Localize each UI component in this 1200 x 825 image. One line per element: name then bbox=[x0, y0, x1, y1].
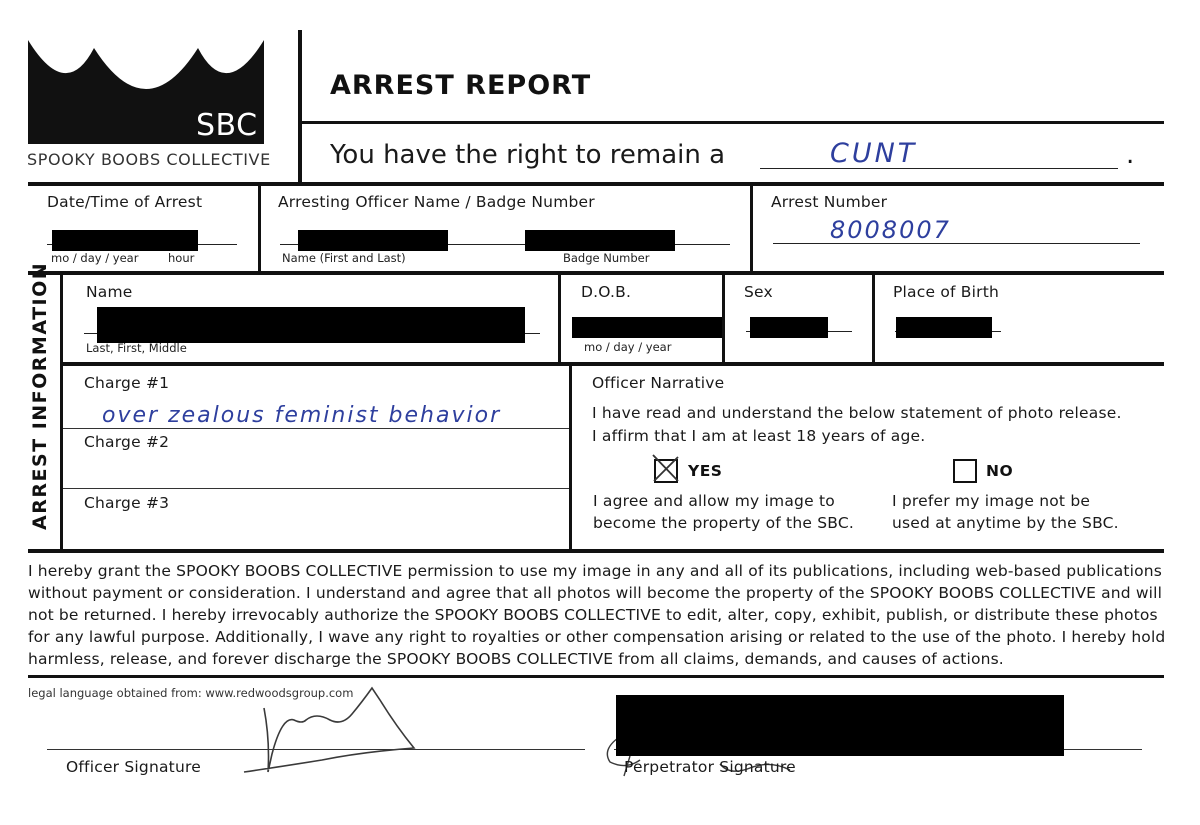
name-label: Name bbox=[86, 283, 133, 301]
no-checkbox[interactable] bbox=[953, 459, 977, 483]
rights-fill: CUNT bbox=[830, 138, 918, 169]
officer-signature-label: Officer Signature bbox=[66, 758, 201, 776]
row2-divider-c bbox=[872, 275, 875, 363]
date-sub-hour: hour bbox=[168, 251, 195, 265]
brand-name: SPOOKY BOOBS COLLECTIVE bbox=[27, 150, 271, 169]
checkmark-x-icon bbox=[650, 453, 682, 483]
narrative-title: Officer Narrative bbox=[592, 374, 725, 392]
perpetrator-signature-redaction bbox=[616, 695, 1064, 756]
charge1-value: over zealous feminist behavior bbox=[102, 403, 502, 428]
charge1-label: Charge #1 bbox=[84, 374, 170, 392]
arrest-number-value: 8008007 bbox=[830, 216, 951, 244]
release-bottom-rule bbox=[28, 675, 1164, 678]
date-redaction bbox=[52, 230, 198, 251]
no-label: NO bbox=[986, 462, 1014, 480]
name-redaction bbox=[97, 307, 525, 343]
name-sub: Last, First, Middle bbox=[86, 341, 187, 355]
charge2-line bbox=[63, 488, 569, 489]
charge1-line bbox=[63, 428, 569, 429]
row1-divider-b bbox=[750, 186, 753, 272]
side-label: ARREST INFORMATION bbox=[29, 261, 51, 530]
arrest-number-line bbox=[773, 243, 1140, 244]
rights-text: You have the right to remain a bbox=[330, 140, 726, 170]
dob-redaction bbox=[572, 317, 722, 338]
yes-label: YES bbox=[688, 462, 723, 480]
row2-divider-b bbox=[722, 275, 725, 363]
date-sub-mdy: mo / day / year bbox=[51, 251, 139, 265]
yes-desc-line1: I agree and allow my image to bbox=[593, 492, 835, 510]
charge3-label: Charge #3 bbox=[84, 494, 170, 512]
sex-label: Sex bbox=[744, 283, 773, 301]
release-paragraph: I hereby grant the SPOOKY BOOBS COLLECTIVE permission to use my image in any and all of its publications, including web-based publications without payment or consideration. I understand and agree that all photos will become the property of the SPOOKY BOOBS COLLECTIVE and will not be returned. I hereby irrevocably authorize the SPOOKY BOOBS COLLECTIVE to edit, alter, copy, exhibit, publish, or distribute these photos for any lawful purpose. Additionally, I wave any right to royalties or other compensation arising or related to the use of the photo. I hereby hold harmless, release, and forever discharge the SPOOKY BOOBS COLLECTIVE from all claims, demands, and causes of actions. bbox=[28, 562, 1166, 668]
dob-label: D.O.B. bbox=[581, 283, 632, 301]
row1-top-rule bbox=[28, 182, 1164, 186]
row3-divider bbox=[569, 366, 572, 551]
dob-sub: mo / day / year bbox=[584, 340, 672, 354]
badge-redaction bbox=[525, 230, 675, 251]
yes-desc-line2: become the property of the SBC. bbox=[593, 514, 854, 532]
date-label: Date/Time of Arrest bbox=[47, 193, 203, 211]
logo-text: SBC bbox=[196, 108, 258, 143]
source-note: legal language obtained from: www.redwoodsgroup.com bbox=[28, 686, 354, 700]
sex-redaction bbox=[750, 317, 828, 338]
rights-period: . bbox=[1126, 140, 1135, 170]
row1-divider-a bbox=[258, 186, 261, 272]
side-divider bbox=[60, 275, 63, 551]
narrative-line2: I affirm that I am at least 18 years of age. bbox=[592, 427, 926, 445]
officer-sub-name: Name (First and Last) bbox=[282, 251, 406, 265]
row2-top-rule bbox=[28, 271, 1164, 275]
no-desc-line1: I prefer my image not be bbox=[892, 492, 1091, 510]
perpetrator-signature-label: Perpetrator Signature bbox=[624, 758, 796, 776]
row2-divider-a bbox=[558, 275, 561, 363]
officer-label: Arresting Officer Name / Badge Number bbox=[278, 193, 595, 211]
officer-sub-badge: Badge Number bbox=[563, 251, 650, 265]
officer-signature-scribble bbox=[212, 680, 422, 780]
pob-redaction bbox=[896, 317, 992, 338]
header-divider bbox=[298, 30, 302, 182]
row3-bottom-rule bbox=[28, 549, 1164, 553]
officer-name-redaction bbox=[298, 230, 448, 251]
page-title: ARREST REPORT bbox=[330, 70, 592, 101]
no-desc-line2: used at anytime by the SBC. bbox=[892, 514, 1119, 532]
pob-label: Place of Birth bbox=[893, 283, 1000, 301]
arrest-number-label: Arrest Number bbox=[771, 193, 888, 211]
charge2-label: Charge #2 bbox=[84, 433, 170, 451]
yes-checkbox[interactable] bbox=[654, 459, 678, 483]
row3-top-rule bbox=[63, 362, 1164, 366]
rights-blank-line bbox=[760, 168, 1118, 169]
header-rule bbox=[302, 121, 1164, 124]
narrative-line1: I have read and understand the below statement of photo release. bbox=[592, 404, 1122, 422]
